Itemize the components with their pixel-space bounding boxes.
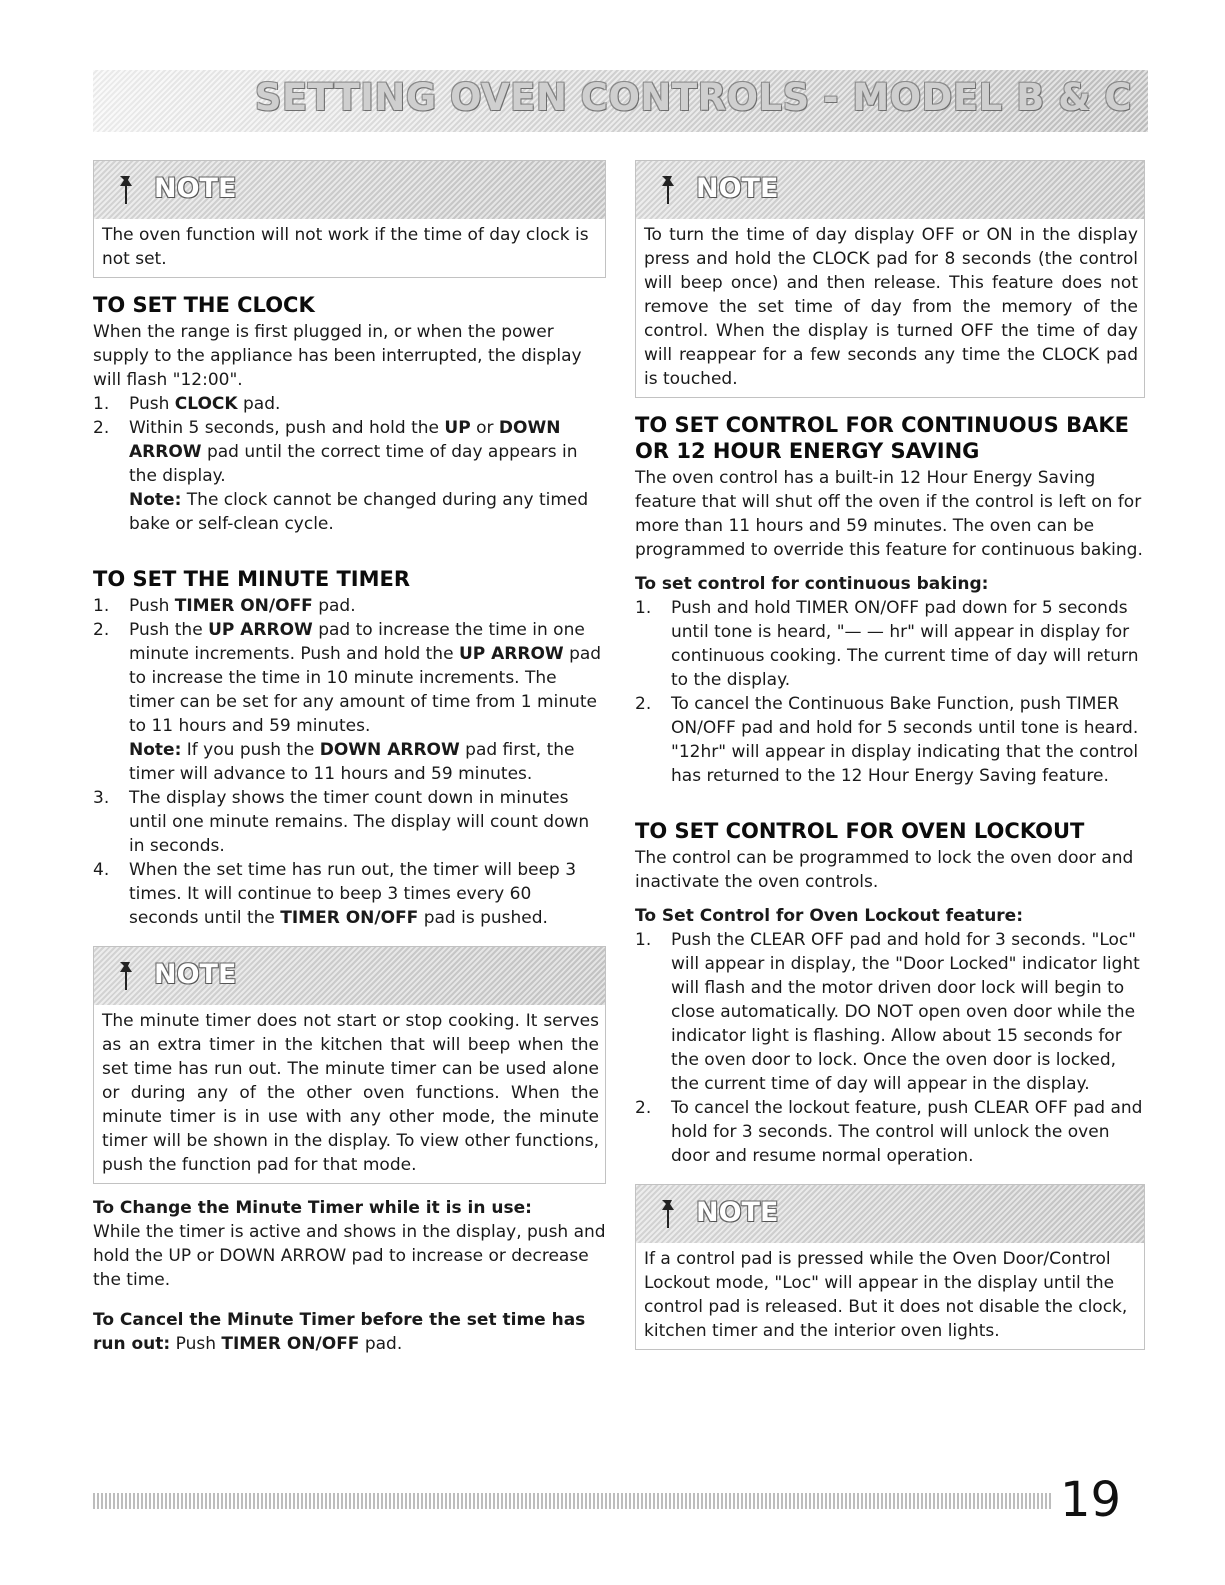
pad-name: DOWN ARROW [129,418,561,462]
note-minute-timer [93,946,606,1184]
step-number: 1. [93,394,110,414]
step-text: To cancel the lockout feature, push CLEAR OFF pad and hold for 3 seconds. The control will unlock the oven door and resume normal operation. [671,1098,1143,1166]
subsection-title-lockout-feature: To Set Control for Oven Lockout feature: [635,906,1024,926]
pushpin-icon [658,174,678,206]
right-column [635,160,1145,1362]
note-header [636,1185,1144,1243]
note-header [94,947,605,1005]
note-text: If a control pad is pressed while the Oven Door/Control Lockout mode, "Loc" will appear in the display until the control pad is released. But it does not disable the clock, kitchen timer and the interior oven lights. [644,1249,1128,1341]
step-item [635,596,1145,692]
step-text: Push the [129,620,209,640]
subsection-title-change-timer: To Change the Minute Timer while it is in use: [93,1198,532,1218]
set-clock-intro: When the range is first plugged in, or when the power supply to the appliance has been interrupted, the display will flash "12:00". [93,322,582,390]
step-text: pad is pushed. [418,908,548,928]
note-header [94,161,605,219]
step-number: 1. [635,598,652,618]
step-item [635,692,1145,788]
step-number: 1. [93,596,110,616]
pushpin-icon [116,960,136,992]
step-number: 2. [635,694,652,714]
page-number: 19 [1060,1472,1122,1528]
step-text: or [470,418,499,438]
header-banner [93,70,1148,132]
step-text: pad. [237,394,281,414]
step-number: 1. [635,930,652,950]
note-header [636,161,1144,219]
inline-note-text: The clock cannot be changed during any timed bake or self-clean cycle. [129,490,589,534]
pad-name: UP ARROW [208,620,313,640]
cancel-timer-paragraph [93,1308,606,1356]
note-label: NOTE [696,173,779,204]
pad-name: TIMER ON/OFF [221,1334,360,1354]
section-title-oven-lockout: TO SET CONTROL FOR OVEN LOCKOUT [635,819,1085,843]
inline-note-text: pad first, the timer will advance to 11 hours and 59 minutes. [129,740,575,784]
note-label: NOTE [696,1197,779,1228]
step-text: Within 5 seconds, push and hold the [129,418,445,438]
note-text: To turn the time of day display OFF or ON in the display press and hold the CLOCK pad for 8 seconds (the control will beep once) and then release. This feature does not remove the set time of day from the memory of the control. When the display is turned OFF the time of day will reappear for a few seconds any time the CLOCK pad is touched. [644,225,1138,389]
change-timer-text: While the timer is active and shows in the display, push and hold the UP or DOWN ARROW pad to increase or decrease the time. [93,1222,606,1290]
pad-name: UP ARROW [458,644,564,664]
subsection-title-cancel-timer: To Cancel the Minute Timer before the set time has run out: [93,1310,586,1354]
inline-note-label: Note: [129,490,182,510]
left-column [93,160,606,1356]
note-text: The minute timer does not start or stop cooking. It serves as an extra timer in the kitchen that will beep when the set time has run out. The minute timer can be used alone or during any of the other oven functions. When the minute timer is in use with any other mode, the minute timer will be shown in the display. To view other functions, push the function pad for that mode. [102,1011,599,1175]
step-item [93,416,606,536]
step-text: Push and hold TIMER ON/OFF pad down for 5 seconds until tone is heard, "— — hr" will appear in display for continuous cooking. The current time of day will return to the display. [671,598,1139,690]
step-item [93,618,606,786]
pushpin-icon [658,1198,678,1230]
step-number: 2. [93,418,110,438]
note-text: The oven function will not work if the time of day clock is not set. [102,225,589,269]
set-clock-steps [93,392,606,536]
pad-name: DOWN ARROW [319,740,460,760]
step-item [635,1096,1145,1168]
step-text: Push [170,1334,222,1354]
minute-timer-steps [93,594,606,930]
step-text: Push the CLEAR OFF pad and hold for 3 seconds. "Loc" will appear in display, the "Door Locked" indicator light will flash and the motor driven door lock will begin to close automatically. DO NOT open oven door while the indicator light is flashing. Allow about 15 seconds for the oven door to lock. Once the oven door is locked, the current time of day will appear in the display. [671,930,1140,1094]
pad-name: TIMER ON/OFF [280,908,419,928]
step-text: Push [129,394,175,414]
note-lockout [635,1184,1145,1350]
lockout-intro: The control can be programmed to lock the oven door and inactivate the oven controls. [635,848,1134,892]
step-text: pad. [312,596,356,616]
step-number: 4. [93,860,110,880]
subsection-title-continuous-baking: To set control for continuous baking: [635,574,989,594]
pushpin-icon [116,174,136,206]
note-clock-display [635,160,1145,398]
note-label: NOTE [154,173,237,204]
footer-bar [93,1493,1053,1509]
step-text: The display shows the timer count down in minutes until one minute remains. The display will count down in seconds. [129,788,590,856]
step-number: 2. [93,620,110,640]
step-text: pad to increase the time in one minute increments. Push and hold the [129,620,585,664]
step-text: pad until the correct time of day appears in the display. [129,442,578,486]
step-text: When the set time has run out, the timer will beep 3 times. It will continue to beep 3 times every 60 seconds until the [129,860,577,928]
note-label: NOTE [154,959,237,990]
pad-name: UP [444,418,471,438]
step-item [93,392,606,416]
step-item [635,928,1145,1096]
step-text: pad. [359,1334,403,1354]
step-number: 3. [93,788,110,808]
step-number: 2. [635,1098,652,1118]
inline-note-label: Note: [129,740,182,760]
step-text: To cancel the Continuous Bake Function, push TIMER ON/OFF pad and hold for 5 seconds until tone is heard. "12hr" will appear in display indicating that the control has returned to the 12 Hour Energy Saving feature. [671,694,1139,786]
continuous-bake-steps [635,596,1145,788]
note-clock-required [93,160,606,278]
section-title-minute-timer: TO SET THE MINUTE TIMER [93,567,411,591]
step-item [93,594,606,618]
pad-name: TIMER ON/OFF [174,596,313,616]
section-title-set-clock: TO SET THE CLOCK [93,293,315,317]
step-item [93,858,606,930]
page-title: SETTING OVEN CONTROLS - MODEL B & C [254,76,1132,119]
step-text: pad to increase the time in 10 minute increments. The timer can be set for any amount of time from 1 minute to 11 hours and 59 minutes. [129,644,602,736]
step-item [93,786,606,858]
pad-name: CLOCK [174,394,238,414]
continuous-bake-intro: The oven control has a built-in 12 Hour Energy Saving feature that will shut off the oven if the control is left on for more than 11 hours and 59 minutes. The oven can be programmed to override this feature for continuous baking. [635,468,1143,560]
section-title-continuous-bake: TO SET CONTROL FOR CONTINUOUS BAKE OR 12 HOUR ENERGY SAVING [635,413,1129,463]
inline-note-text: If you push the [181,740,320,760]
lockout-steps [635,928,1145,1168]
step-text: Push [129,596,175,616]
